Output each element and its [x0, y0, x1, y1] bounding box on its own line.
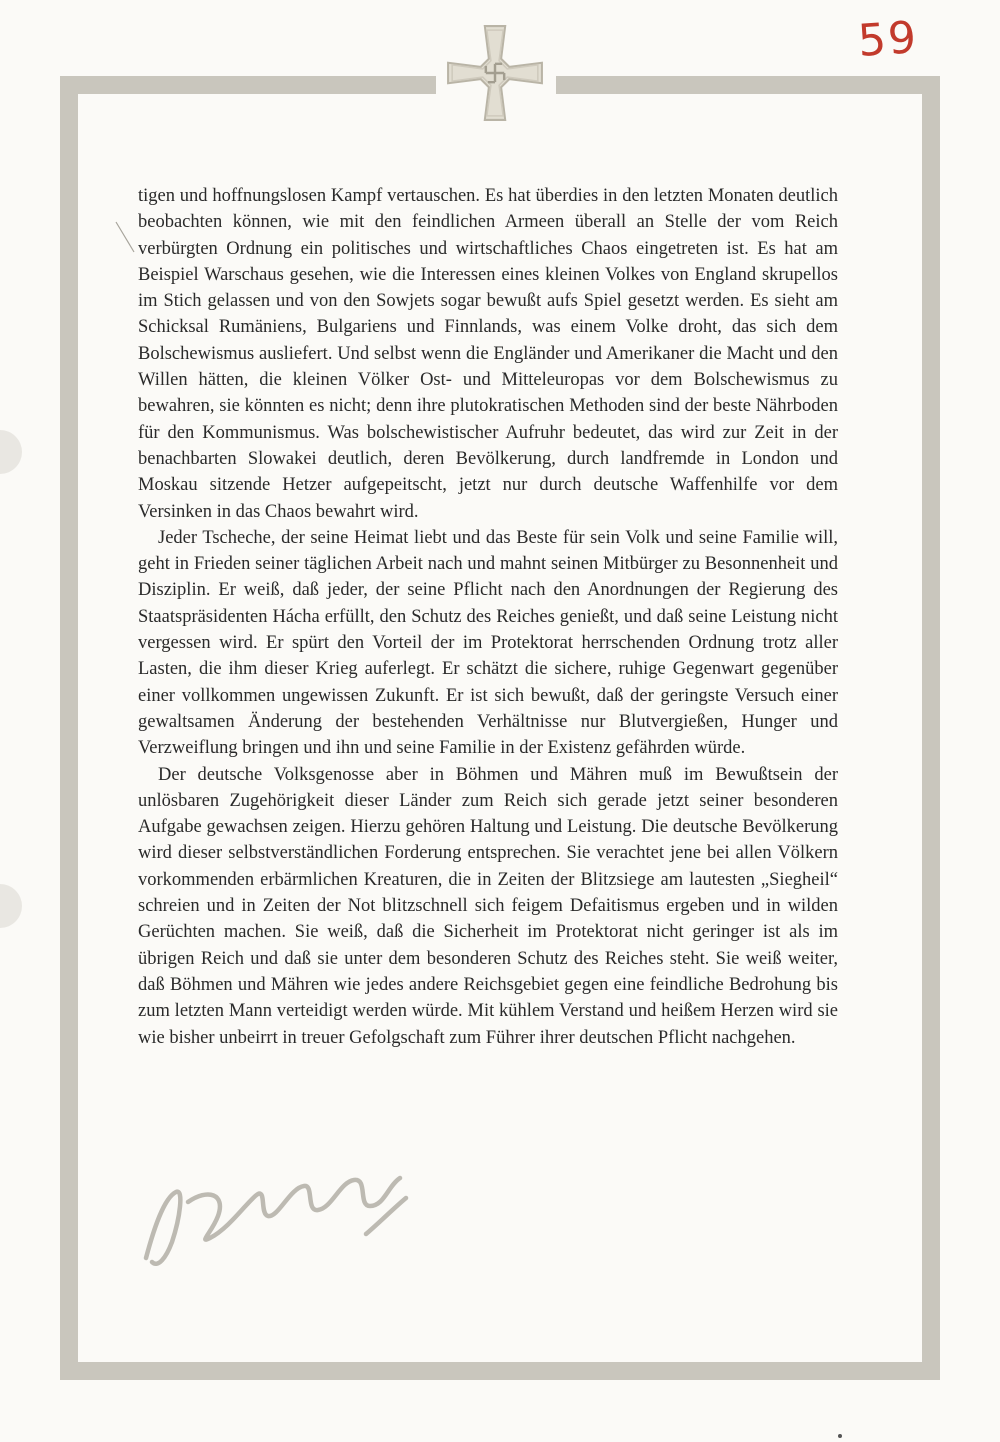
body-text: [138, 183, 838, 1051]
paragraph-2: Jeder Tscheche, der seine Heimat liebt und das Beste für sein Volk und seine Familie will, geht in Frieden seiner täglichen Arbeit nach und mahnt seinen Mitbürger zu Besonnenheit und Disziplin. Er weiß, daß jeder, der seine Pflicht nach den Anordnungen der Regierung des Staatspräsidenten Hácha erfüllt, den Schutz des Reiches genießt, und daß seine Leistung nicht vergessen wird. Er spürt den Vorteil der im Protektorat herrschenden Ordnung trotz aller Lasten, die ihm dieser Krieg auferlegt. Er schätzt die sichere, ruhige Gegenwart gegenüber einer vollkommen ungewissen Zukunft. Er ist sich bewußt, daß der geringste Versuch einer gewaltsamen Änderung der bestehenden Verhältnisse nur Blutvergießen, Hunger und Verzweiflung bringen und ihn und seine Familie in der Existenz gefährden würde.: [138, 527, 838, 759]
paragraph-3: Der deutsche Volksgenosse aber in Böhmen und Mähren muß im Bewußtsein der unlösbaren Zugehörigkeit dieser Länder zum Reich sich gerade jetzt seiner besonderen Aufgabe gewachsen zeigen. Hierzu gehören Haltung und Leistung. Die deutsche Bevölkerung wird dieser selbstverständlichen Forderung entsprechen. Sie verachtet jene bei allen Völkern vorkommenden erbärmlichen Kreaturen, die in Zeiten der Blitzsiege am lautesten „Siegheil“ schreien und in Zeiten der Not blitzschnell sich feigem Defaitismus ergeben und in wilden Gerüchten machen. Sie weiß, daß die Sicherheit im Protektorat nicht geringer ist als im übrigen Reich und daß sie unter dem besonderen Schutz des Reiches steht. Sie weiß weiter, daß Böhmen und Mähren wie jedes andere Reichsgebiet gegen eine feindliche Bedrohung bis zum letzten Mann verteidigt werden würde. Mit kühlem Verstand und heißem Herzen wird sie wie bisher unbeirrt in treuer Gefolgschaft zum Führer ihrer deutschen Pflicht nachgehen.: [138, 764, 838, 1048]
frame-bottom-border: [60, 1362, 940, 1380]
punch-hole-bottom: [0, 884, 22, 928]
archive-number-annotation: 59: [856, 11, 920, 68]
iron-cross-icon: [444, 22, 546, 124]
frame-right-border: [922, 76, 940, 1380]
frame-left-border: [60, 76, 78, 1380]
frame-top-left-border: [60, 76, 436, 94]
paragraph-1: tigen und hoffnungslosen Kampf vertauschen. Es hat überdies in den letzten Monaten deutlich beobachten können, wie mit den feindlichen Armeen überall an Stelle der vom Reich verbürgten Ordnung ein politisches und wirtschaftliches Chaos eingetreten ist. Es hat am Beispiel Warschaus gesehen, wie die Interessen eines kleinen Volkes von England skrupellos im Stich gelassen und von den Sowjets sogar bewußt aufs Spiel gesetzt werden. Es sieht am Schicksal Rumäniens, Bulgariens und Finnlands, was einem Volke droht, das sich dem Bolschewismus ausliefert. Und selbst wenn die Engländer und Amerikaner die Macht und den Willen hätten, die kleinen Völker Ost- und Mitteleuropas vor dem Bolschewismus zu bewahren, sie könnten es nicht; denn ihre plutokratischen Methoden sind der beste Nährboden für den Kommunismus. Was bolschewistischer Aufruhr bedeutet, das wird zur Zeit in der benachbarten Slowakei deutlich, deren Bevölkerung, durch landfremde in London und Moskau sitzende Hetzer aufgepeitscht, jetzt nur durch deutsche Waffenhilfe vor dem Versinken in das Chaos bewahrt wird.: [138, 186, 838, 522]
frame-top-right-border: [556, 76, 940, 94]
punch-hole-top: [0, 430, 22, 474]
signature: [118, 1158, 438, 1278]
ink-dot: [838, 1434, 842, 1438]
